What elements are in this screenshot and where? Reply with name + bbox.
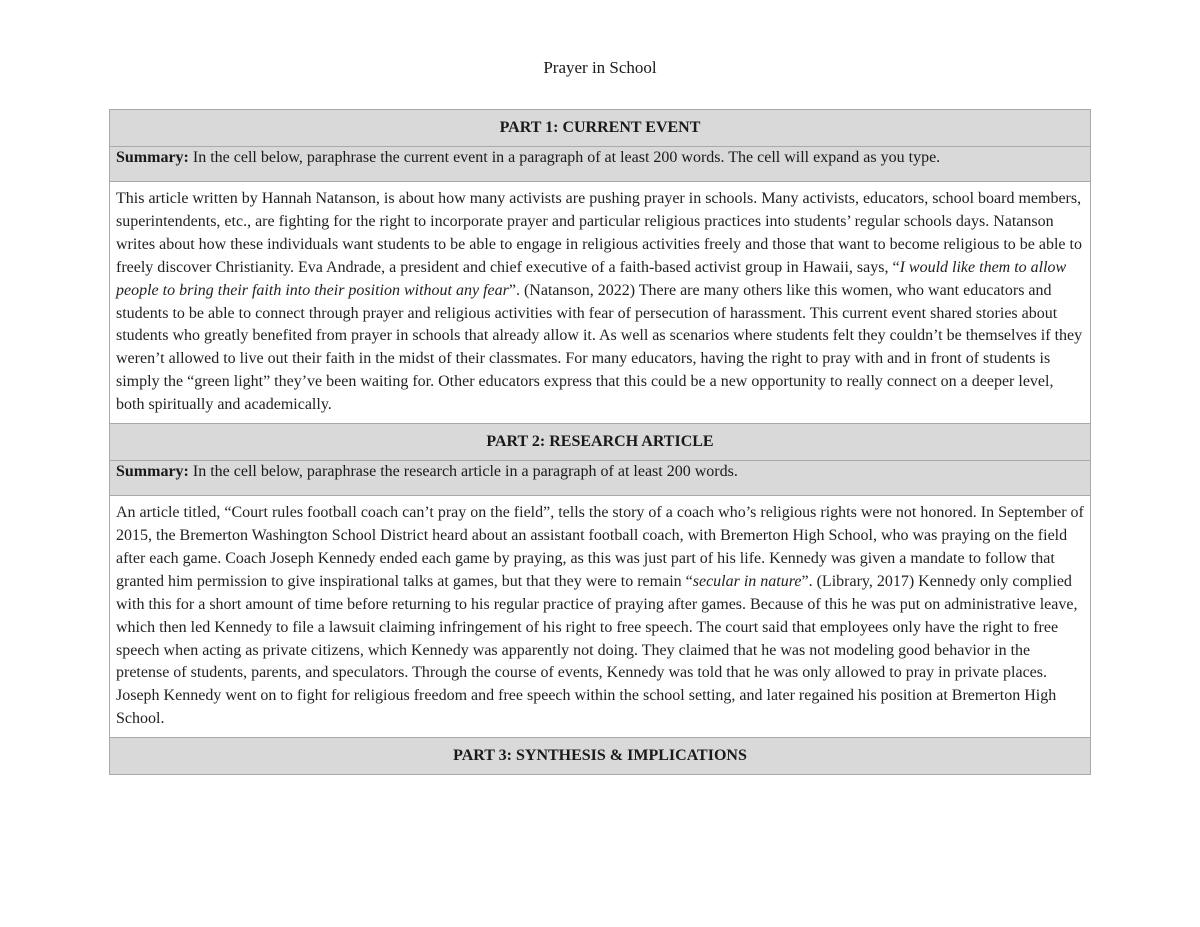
page-title: Prayer in School [543, 58, 657, 77]
part2-body-row [110, 496, 1091, 738]
part2-body-text: An article titled, “Court rules football coach can’t pray on the field”, tells the story of a coach who’s religious rights were not honored. In September of 2015, the Bremerton Washington School District heard about an assistant football coach, with Bremerton High School, who was praying on the field after each game. Coach Joseph Kennedy ended each game by praying, as this was just part of his life. Kennedy was given a mandate to follow that granted him permission to give inspirational talks at games, but that they were to remain “ [116, 504, 1084, 590]
part3-header: PART 3: SYNTHESIS & IMPLICATIONS [110, 738, 1091, 775]
part1-header: PART 1: CURRENT EVENT [110, 110, 1091, 147]
part2-summary-cell [110, 461, 1091, 496]
part2-summary-label: Summary: [116, 463, 189, 481]
part1-body-text: This article written by Hannah Natanson, is about how many activists are pushing prayer in schools. Many activists, educators, school board members, superintendents, etc., are fighting for the right to incorporate prayer and particular religious practices into students’ regular schools days. Natanson writes about how these individuals want students to be able to engage in religious activities freely and those that want to become religious to be able to freely discover Christianity. Eva Andrade, a president and chief executive of a faith-based activist group in Hawaii, says, “ [116, 190, 1082, 276]
part2-body-quote: secular in nature [692, 572, 802, 590]
part2-header-row [110, 424, 1091, 461]
part2-summary-text: In the cell below, paraphrase the research article in a paragraph of at least 200 words. [188, 463, 738, 481]
part1-body-row [110, 182, 1091, 424]
part2-header: PART 2: RESEARCH ARTICLE [110, 424, 1091, 461]
part1-summary-label: Summary: [116, 149, 189, 166]
part1-header-row [110, 110, 1091, 147]
part1-summary-cell [110, 147, 1091, 182]
part2-body-text-continued: ”. (Library, 2017) Kennedy only complied with this for a short amount of time before returning to his regular practice of praying after games. Because of this he was put on administrative leave, which then led Kennedy to file a lawsuit claiming infringement of his right to free speech. The court said that employees only have the right to free speech when acting as private citizens, which Kennedy was apparently not doing. They claimed that he was not modeling good behavior in the pretense of students, parents, and speculators. Through the course of events, Kennedy was told that he was only allowed to pray in private places. Joseph Kennedy went on to fight for religious freedom and free speech within the school setting, and later regained his position at Bremerton High School. [116, 572, 1078, 728]
part2-body-cell[interactable] [110, 496, 1091, 738]
part3-header-row [110, 738, 1091, 775]
part1-summary-row [110, 147, 1091, 182]
assignment-table [109, 109, 1091, 775]
part2-summary-row [110, 461, 1091, 496]
part1-body-cell[interactable] [110, 182, 1091, 424]
part1-summary-text: In the cell below, paraphrase the current event in a paragraph of at least 200 words. The cell will expand as you type. [188, 149, 941, 166]
part1-body-quote: I would like them to allow people to bring their faith into their position without any fear [116, 258, 1067, 299]
part1-body-text-continued: ”. (Natanson, 2022) There are many others like this women, who want educators and students to be able to connect through prayer and religious activities with fear of persecution of harassment. This current event shared stories about students who greatly benefited from prayer in schools that already allow it. As well as scenarios where students felt they couldn’t be themselves if they weren’t allowed to live out their faith in the midst of their classmates. For many educators, having the right to pray with and in front of students is simply the “green light” they’ve been waiting for. Other educators express that this could be a new opportunity to really connect on a deeper level, both spiritually and academically. [116, 281, 1083, 414]
